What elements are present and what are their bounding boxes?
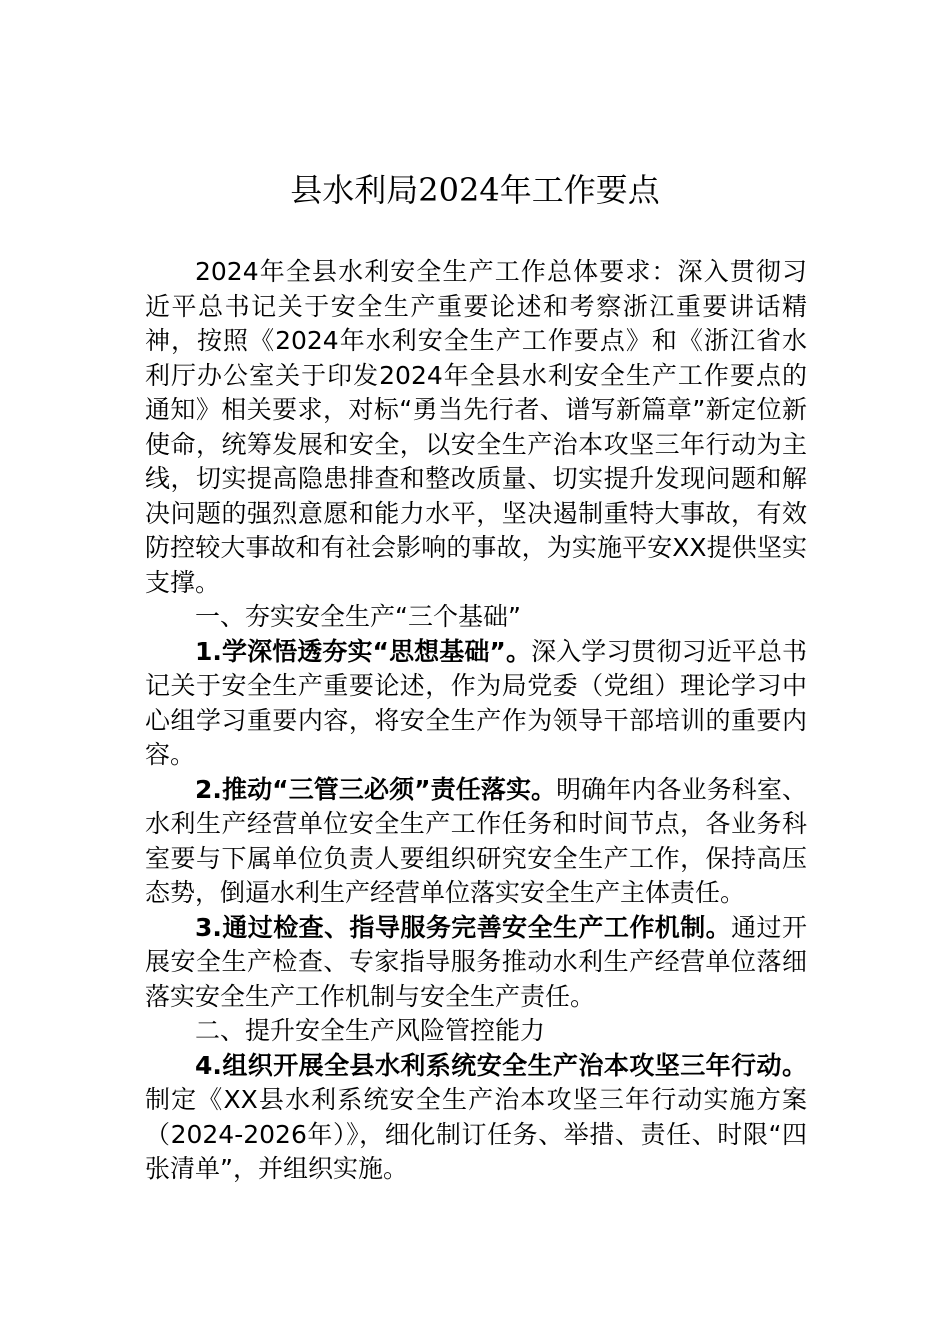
intro-paragraph: 2024年全县水利安全生产工作总体要求：深入贯彻习近平总书记关于安全生产重要论述和考察浙江重要讲话精神，按照《2024年水利安全生产工作要点》和《浙江省水利厅办公室关于印发2024年全县水利安全生产工作要点的通知》相关要求，对标“勇当先行者、谱写新篇章”新定位新使命，统筹发展和安全，以安全生产治本攻坚三年行动为主线，切实提高隐患排查和整改质量、切实提升发现问题和解决问题的强烈意愿和能力水平，坚决遏制重特大事故，有效防控较大事故和有社会影响的事故，为实施平安XX提供坚实支撑。 [145,257,807,597]
document-title: 县水利局2024年工作要点 [290,171,660,209]
section-heading-2: 二、提升安全生产风险管控能力 [195,1016,546,1045]
item-lead-3: 3.通过检查、指导服务完善安全生产工作机制。 [195,912,732,942]
item-paragraph-1 [145,635,807,773]
section-heading-1: 一、夯实安全生产“三个基础” [195,602,521,631]
item-lead-1: 1.学深悟透夯实“思想基础”。 [195,636,532,666]
item-text-1: 深入学习贯彻习近平总书记关于安全生产重要论述，作为局党委（党组）理论学习中心组学习重要内容，将安全生产作为领导干部培训的重要内容。 [145,636,807,769]
document-body [145,255,807,1187]
item-text-3: 通过开展安全生产检查、专家指导服务推动水利生产经营单位落细落实安全生产工作机制与安全生产责任。 [145,912,807,1011]
item-lead-2: 2.推动“三管三必须”责任落实。 [195,774,557,804]
item-paragraph-2 [145,773,807,911]
item-text-4: 制定《XX县水利系统安全生产治本攻坚三年行动实施方案（2024-2026年）》，细化制订任务、举措、责任、时限“四张清单”，并组织实施。 [145,1085,807,1183]
item-paragraph-4 [145,1049,807,1187]
item-lead-4: 4.组织开展全县水利系统安全生产治本攻坚三年行动。 [195,1050,807,1080]
item-text-2: 明确年内各业务科室、水利生产经营单位安全生产工作任务和时间节点，各业务科室要与下属单位负责人要组织研究安全生产工作，保持高压态势，倒逼水利生产经营单位落实安全生产主体责任。 [145,774,807,907]
item-paragraph-3 [145,911,807,1015]
